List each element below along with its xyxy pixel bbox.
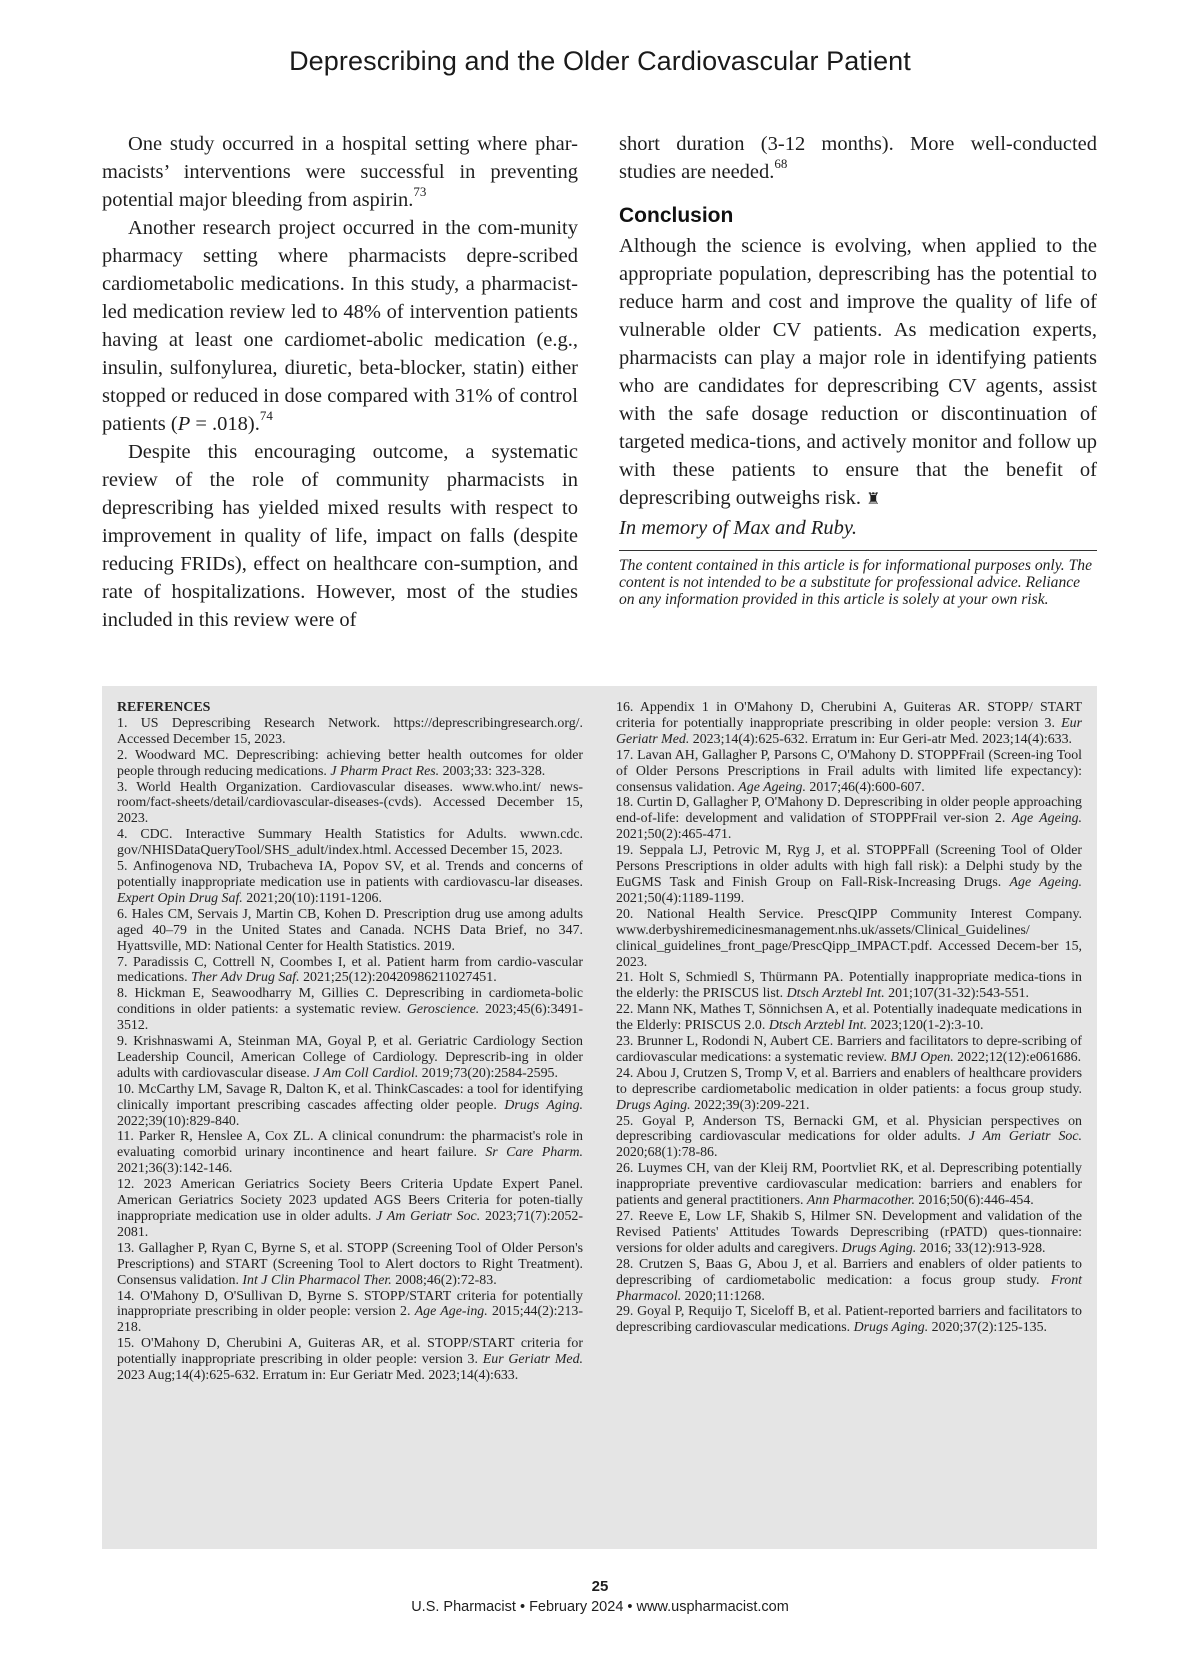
running-title: Deprescribing and the Older Cardiovascular Patient xyxy=(289,46,911,76)
publication-footer: U.S. Pharmacist • February 2024 • www.uspharmacist.com xyxy=(411,1599,789,1615)
memorial-line: In memory of Max and Ruby. xyxy=(619,517,857,539)
references-column-left xyxy=(117,700,583,1384)
reference-item: 14. O'Mahony D, O'Sullivan D, Byrne S. STOPP/START criteria for potentially inappropriate prescribing in older people: version 2. Age Age-ing. 2015;44(2):213-218. xyxy=(117,1288,583,1336)
paragraph-systematic-review: Despite this encouraging outcome, a systematic review of the role of community pharmacists in deprescribing has yielded mixed results with respect to improvement in quality of life, impact on falls (despite reducing FRIDs), effect on healthcare con-sumption, and rate of hospitalizations. However, most of the studies included in this review were of xyxy=(102,441,578,631)
reference-item: 1. US Deprescribing Research Network. https://deprescribingresearch.org/. Accessed December 15, 2023. xyxy=(117,715,583,747)
reference-item: 16. Appendix 1 in O'Mahony D, Cherubini A, Guiteras AR. STOPP/ START criteria for potentially inappropriate prescribing in older people: version 3. Eur Geriatr Med. 2023;14(4):625-632. Erratum in: Eur Geri-atr Med. 2023;14(4):633. xyxy=(616,700,1082,747)
reference-item: 15. O'Mahony D, Cherubini A, Guiteras AR, et al. STOPP/START criteria for potentially inappropriate prescribing in older people: version 3. Eur Geriatr Med. 2023 Aug;14(4):625-632. Erratum in: Eur Geriatr Med. 2023;14(4):633. xyxy=(117,1336,583,1384)
reference-item: 6. Hales CM, Servais J, Martin CB, Kohen D. Prescription drug use among adults aged 40–79 in the United States and Canada. NCHS Data Brief, no 347. Hyattsville, MD: National Center for Health Statistics. 2019. xyxy=(117,906,583,954)
references-column-right xyxy=(616,700,1082,1336)
reference-item: 22. Mann NK, Mathes T, Sönnichsen A, et al. Potentially inadequate medications in the Elderly: PRISCUS 2.0. Dtsch Arztebl Int. 2023;120(1-2):3-10. xyxy=(616,1002,1082,1034)
conclusion-heading: Conclusion xyxy=(619,204,734,227)
paragraph-community-study: Another research project occurred in the com-munity pharmacy setting where pharmacists depre-scribed cardiometabolic medications. In this study, a pharmacist-led medication review led to 48% of intervention patients having at least one cardiomet-abolic medication (e.g., insulin, sulfonylurea, diuretic, beta-blocker, statin) either stopped or reduced in dose compared with 31% of control patients (P = .018).$^{74}$ xyxy=(102,217,578,435)
reference-item: 28. Crutzen S, Baas G, Abou J, et al. Barriers and enablers of older patients to deprescribing of cardiometabolic medication: a focus group study. Front Pharmacol. 2020;11:1268. xyxy=(616,1256,1082,1304)
reference-item: 18. Curtin D, Gallagher P, O'Mahony D. Deprescribing in older people approaching end-of-life: development and validation of STOPPFrail ver-sion 2. Age Ageing. 2021;50(2):465-471. xyxy=(616,795,1082,843)
page-number: 25 xyxy=(591,1578,609,1595)
disclaimer: The content contained in this article is for informational purposes only. The content is not intended to be a substitute for professional advice. Reliance on any information provided in this article is solely at your own risk. xyxy=(619,550,1097,608)
citation-superscript: 74 xyxy=(259,408,273,424)
references-title: REFERENCES xyxy=(117,700,211,715)
reference-item: 21. Holt S, Schmiedl S, Thürmann PA. Potentially inappropriate medica-tions in the elderly: the PRISCUS list. Dtsch Arztebl Int. 201;107(31-32):543-551. xyxy=(616,970,1082,1002)
reference-item: 24. Abou J, Crutzen S, Tromp V, et al. Barriers and enablers of healthcare providers to deprescribe cardiometabolic medication in older patients: a focus group study. Drugs Aging. 2022;39(3):209-221. xyxy=(616,1065,1082,1113)
conclusion-paragraph: Although the science is evolving, when applied to the appropriate population, deprescribing has the potential to reduce harm and cost and improve the quality of life of vulnerable older CV patients. As medication experts, pharmacists can play a major role in identifying patients who are candidates for deprescribing CV agents, assist with the safe dosage reduction or discontinuation of targeted medica-tions, and actively monitor and follow up with these patients to ensure that the benefit of deprescribing outweighs risk. ♜ xyxy=(619,235,1097,509)
reference-item: 3. World Health Organization. Cardiovascular diseases. www.who.int/ news-room/fact-sheets/detail/cardiovascular-diseases-(cvds). Accessed December 15, 2023. xyxy=(117,779,583,827)
reference-item: 8. Hickman E, Seawoodharry M, Gillies C. Deprescribing in cardiometa-bolic conditions in older patients: a systematic review. Geroscience. 2023;45(6):3491-3512. xyxy=(117,986,583,1034)
paragraph-hospital-study: One study occurred in a hospital setting where phar-macists’ interventions were successful in preventing potential major bleeding from aspirin.$^{73}$ xyxy=(102,133,578,211)
end-of-article-icon: ♜ xyxy=(866,491,881,508)
references-box xyxy=(102,686,1097,1549)
citation-superscript: 73 xyxy=(413,184,427,200)
reference-item: 29. Goyal P, Requijo T, Siceloff B, et al. Patient-reported barriers and facilitators to deprescribing cardiovascular medications. Drugs Aging. 2020;37(2):125-135. xyxy=(616,1304,1082,1336)
reference-item: 25. Goyal P, Anderson TS, Bernacki GM, et al. Physician perspectives on deprescribing cardiovascular medications for older adults. J Am Geriatr Soc. 2020;68(1):78-86. xyxy=(616,1113,1082,1161)
reference-item: 11. Parker R, Henslee A, Cox ZL. A clinical conundrum: the pharmacist's role in evaluating comorbid urinary incontinence and heart failure. Sr Care Pharm. 2021;36(3):142-146. xyxy=(117,1129,583,1177)
reference-item: 7. Paradissis C, Cottrell N, Coombes I, et al. Patient harm from cardio-vascular medications. Ther Adv Drug Saf. 2021;25(12):20420986211027451. xyxy=(117,954,583,986)
reference-item: 26. Luymes CH, van der Kleij RM, Poortvliet RK, et al. Deprescribing potentially inappropriate preventive cardiovascular medication: barriers and enablers for patients and general practitioners. Ann Pharmacother. 2016;50(6):446-454. xyxy=(616,1161,1082,1209)
reference-item: 17. Lavan AH, Gallagher P, Parsons C, O'Mahony D. STOPPFrail (Screen-ing Tool of Older Persons Prescriptions in Frail adults with limited life expectancy): consensus validation. Age Ageing. 2017;46(4):600-607. xyxy=(616,747,1082,795)
reference-item: 13. Gallagher P, Ryan C, Byrne S, et al. STOPP (Screening Tool of Older Person's Prescriptions) and START (Screening Tool to Alert doctors to Right Treatment). Consensus validation. Int J Clin Pharmacol Ther. 2008;46(2):72-83. xyxy=(117,1240,583,1288)
reference-item: 27. Reeve E, Low LF, Shakib S, Hilmer SN. Development and validation of the Revised Patients' Attitudes Towards Deprescribing (rPATD) ques-tionnaire: versions for older adults and caregivers. Drugs Aging. 2016; 33(12):913-928. xyxy=(616,1209,1082,1256)
reference-item: 19. Seppala LJ, Petrovic M, Ryg J, et al. STOPPFall (Screening Tool of Older Persons Prescriptions in older adults with high fall risk): a Delphi study by the EuGMS Task and Finish Group on Fall-Risk-Increasing Drugs. Age Ageing. 2021;50(4):1189-1199. xyxy=(616,843,1082,906)
reference-item: 12. 2023 American Geriatrics Society Beers Criteria Update Expert Panel. American Geriatrics Society 2023 updated AGS Beers Criteria for poten-tially inappropriate medication use in older adults. J Am Geriatr Soc. 2023;71(7):2052-2081. xyxy=(117,1177,583,1240)
reference-item: 10. McCarthy LM, Savage R, Dalton K, et al. ThinkCascades: a tool for identifying clinically important prescribing cascades affecting older people. Drugs Aging. 2022;39(10):829-840. xyxy=(117,1081,584,1129)
reference-item: 4. CDC. Interactive Summary Health Statistics for Adults. wwwn.cdc. gov/NHISDataQueryTool/SHS_adult/index.html. Accessed December 15, 2023. xyxy=(117,827,583,859)
reference-item: 23. Brunner L, Rodondi N, Aubert CE. Barriers and facilitators to depre-scribing of cardiovascular medications: a systematic review. BMJ Open. 2022;12(12):e061686. xyxy=(616,1034,1082,1065)
right-text-column xyxy=(619,130,1097,608)
reference-item: 9. Krishnaswami A, Steinman MA, Goyal P, et al. Geriatric Cardiology Section Leadership Council, American College of Cardiology. Deprescrib-ing in older adults with cardiovascular disease. J Am Coll Cardiol. 2019;73(20):2584-2595. xyxy=(117,1034,583,1081)
citation-superscript: 68 xyxy=(774,156,788,172)
left-text-column xyxy=(102,130,578,634)
reference-item: 2. Woodward MC. Deprescribing: achieving better health outcomes for older people through reducing medications. J Pharm Pract Res. 2003;33: 323-328. xyxy=(117,747,583,779)
reference-item: 20. National Health Service. PrescQIPP Community Interest Company. www.derbyshiremedicinesmanagement.nhs.uk/assets/Clinical_Guidelines/ clinical_guidelines_front_page/PrescQipp_IMPACT.pdf. Accessed Decem-ber 15, 2023. xyxy=(616,906,1082,970)
reference-item: 5. Anfinogenova ND, Trubacheva IA, Popov SV, et al. Trends and concerns of potentially inappropriate medication use in patients with cardiovascu-lar diseases. Expert Opin Drug Saf. 2021;20(10):1191-1206. xyxy=(117,859,583,906)
paragraph-continued: short duration (3-12 months). More well-conducted studies are needed.$^{68}$ xyxy=(619,133,1097,183)
